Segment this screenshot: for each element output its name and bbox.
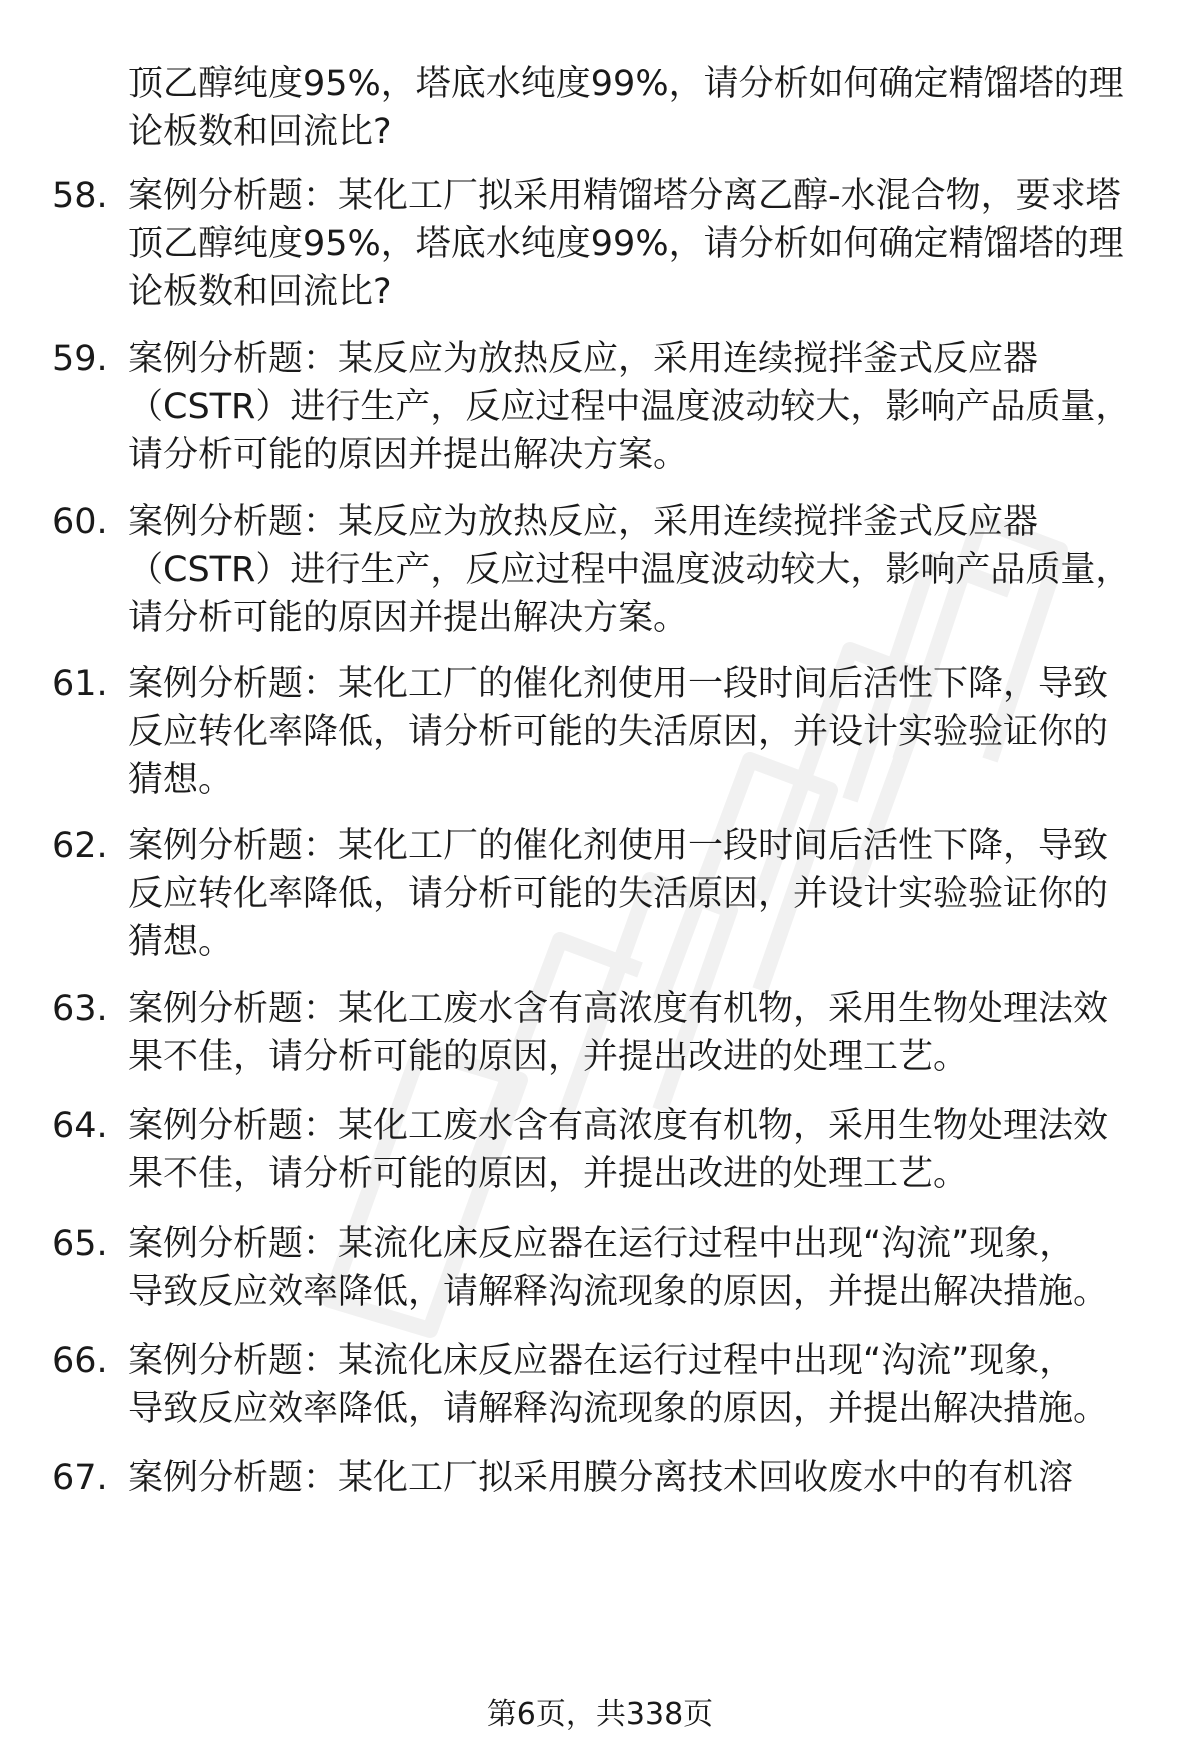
question-text: 案例分析题：某化工厂的催化剂使用一段时间后活性下降，导致 反应转化率降低，请分析可能的失活原因，并设计实验验证你的 猜想。: [128, 826, 1109, 962]
question-number: 60.: [52, 502, 108, 542]
question-number: 59.: [52, 339, 108, 379]
question-number: 67.: [52, 1458, 108, 1498]
question-text: 案例分析题：某反应为放热反应，采用连续搅拌釜式反应器 （CSTR）进行生产，反应过程中温度波动较大，影响产品质量， 请分析可能的原因并提出解决方案。: [128, 502, 1131, 638]
question-text: 案例分析题：某化工厂拟采用精馏塔分离乙醇-水混合物，要求塔 顶乙醇纯度95%，塔底水纯度99%，请分析如何确定精馏塔的理 论板数和回流比?: [128, 176, 1124, 312]
continued-question-text: 顶乙醇纯度95%，塔底水纯度99%，请分析如何确定精馏塔的理 论板数和回流比?: [128, 64, 1124, 152]
question-number: 65.: [52, 1224, 108, 1264]
question-number: 63.: [52, 989, 108, 1029]
question-text: 案例分析题：某流化床反应器在运行过程中出现“沟流”现象， 导致反应效率降低，请解释沟流现象的原因，并提出解决措施。: [128, 1224, 1109, 1312]
question-text: 案例分析题：某反应为放热反应，采用连续搅拌釜式反应器 （CSTR）进行生产，反应过程中温度波动较大，影响产品质量， 请分析可能的原因并提出解决方案。: [128, 339, 1131, 475]
question-number: 61.: [52, 664, 108, 704]
question-number: 58.: [52, 176, 108, 216]
page-footer: 第6页，共338页: [486, 1697, 714, 1732]
question-text: 案例分析题：某化工厂的催化剂使用一段时间后活性下降，导致 反应转化率降低，请分析可能的失活原因，并设计实验验证你的 猜想。: [128, 664, 1109, 800]
question-text: 案例分析题：某流化床反应器在运行过程中出现“沟流”现象， 导致反应效率降低，请解释沟流现象的原因，并提出解决措施。: [128, 1341, 1109, 1429]
question-number: 62.: [52, 826, 108, 866]
question-text: 案例分析题：某化工厂拟采用膜分离技术回收废水中的有机溶: [128, 1458, 1074, 1498]
question-text: 案例分析题：某化工废水含有高浓度有机物，采用生物处理法效 果不佳，请分析可能的原因，并提出改进的处理工艺。: [128, 1106, 1109, 1194]
question-number: 66.: [52, 1341, 108, 1381]
question-number: 64.: [52, 1106, 108, 1146]
question-text: 案例分析题：某化工废水含有高浓度有机物，采用生物处理法效 果不佳，请分析可能的原因，并提出改进的处理工艺。: [128, 989, 1109, 1077]
